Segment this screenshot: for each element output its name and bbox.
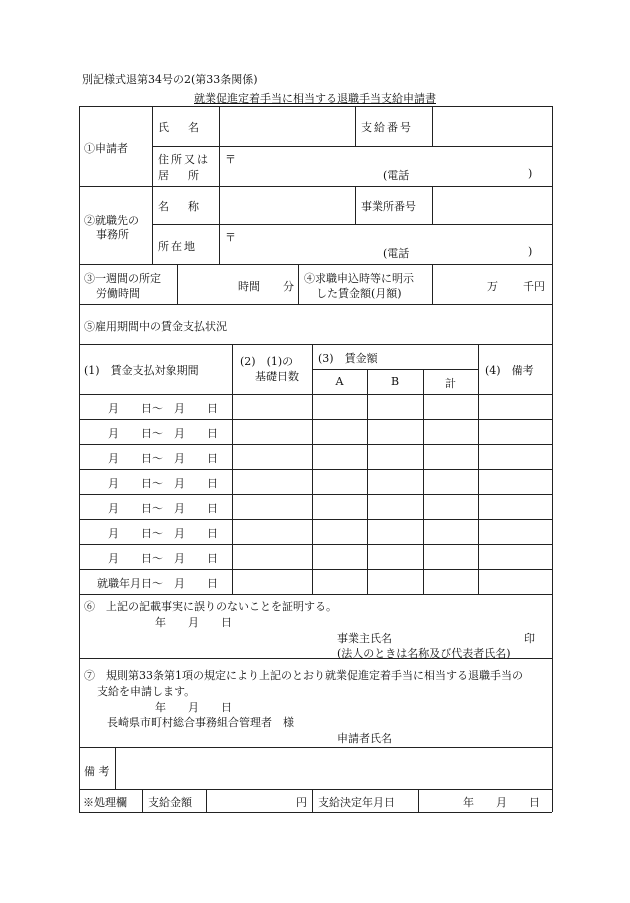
wage-row-period: 就職年月日～ 月 日 [97, 577, 218, 590]
employer-name-label: 事業主氏名 [337, 632, 392, 645]
applicant-name-label: 氏 名 [158, 121, 203, 134]
col-period-header: (1) 賃金支払対象期間 [84, 364, 199, 377]
payment-number-label: 支給番号 [361, 121, 413, 134]
hour-unit: 時間 [238, 280, 260, 293]
amount-label: 支給金額 [148, 796, 192, 809]
wage-row-period: 月 日～ 月 日 [108, 427, 218, 440]
application-text-line1: ⑦ 規則第33条第1項の規定により上記のとおり就業促進定着手当に相当する退職手当の [84, 669, 523, 682]
applicant-name-field[interactable] [220, 107, 354, 145]
stated-wage-label-line2: した賃金額(月額) [316, 287, 402, 300]
corporation-note: (法人のときは名称及び代表者氏名) [337, 647, 511, 660]
payment-number-field[interactable] [433, 107, 551, 145]
form-title [0, 90, 630, 106]
workplace-section-label-line2: 事務所 [96, 228, 129, 241]
col-amount-header: (3) 賃金額 [318, 352, 378, 365]
stated-wage-label-line1: ④求職申込時等に明示 [304, 272, 414, 285]
weekly-hours-label-line1: ③一週間の所定 [84, 272, 161, 285]
col-b-header: B [390, 375, 400, 388]
workplace-section-label-line1: ②就職先の [84, 214, 139, 227]
col-days-header-line2: 基礎日数 [255, 370, 299, 383]
certification-text: ⑥ 上記の記載事実に誤りのないことを証明する。 [84, 600, 337, 613]
col-total-header: 計 [445, 377, 456, 390]
workplace-tel-close: ) [528, 245, 533, 258]
applicant-postal-mark: 〒 [225, 153, 236, 166]
wage-row-period: 月 日～ 月 日 [108, 502, 218, 515]
workplace-postal-mark: 〒 [225, 231, 236, 244]
wage-row-period: 月 日～ 月 日 [108, 552, 218, 565]
processing-label: ※処理欄 [83, 796, 127, 809]
workplace-name-label: 名 称 [158, 200, 203, 213]
col-days-header-line1: (2) (1)の [240, 355, 294, 368]
remarks-field[interactable] [116, 748, 551, 788]
workplace-tel-label: (電話 [383, 247, 410, 260]
workplace-location-label: 所在地 [158, 240, 197, 253]
workplace-name-field[interactable] [220, 187, 354, 223]
applicant-tel-label: (電話 [383, 169, 410, 182]
yen-unit: 円 [296, 796, 307, 809]
application-text-line2: 支給を申請します。 [97, 685, 196, 698]
wage-row-period: 月 日～ 月 日 [108, 527, 218, 540]
wage-row-period: 月 日～ 月 日 [108, 452, 218, 465]
man-unit: 万 [487, 280, 498, 293]
addressee: 長崎県市町村総合事務組合管理者 様 [107, 716, 294, 729]
wage-row-period: 月 日～ 月 日 [108, 477, 218, 490]
applicant-tel-close: ) [528, 167, 533, 180]
applicant-signature-label: 申請者氏名 [337, 732, 392, 745]
thousand-yen-unit: 千円 [523, 280, 545, 293]
office-number-field[interactable] [433, 187, 551, 223]
application-date: 年 月 日 [155, 701, 232, 714]
form-title-text: 就業促進定着手当に相当する退職手当支給申請書 [194, 92, 436, 105]
decision-date: 年 月 日 [463, 796, 540, 809]
minute-unit: 分 [283, 280, 294, 293]
col-a-header: A [335, 375, 344, 388]
seal-mark: 印 [524, 632, 535, 645]
decision-date-label: 支給決定年月日 [318, 796, 395, 809]
remarks-label: 備 考 [84, 765, 110, 778]
form-number: 別記様式退第34号の2(第33条関係) [82, 73, 258, 86]
applicant-section-label: ①申請者 [84, 142, 128, 155]
weekly-hours-label-line2: 労働時間 [96, 287, 140, 300]
address-label-line1: 住所又は [158, 153, 210, 166]
wage-status-section-label: ⑤雇用期間中の賃金支払状況 [84, 320, 227, 333]
office-number-label: 事業所番号 [361, 200, 416, 213]
certification-date: 年 月 日 [155, 616, 232, 629]
col-remarks-header: (4) 備考 [485, 364, 534, 377]
address-label-line2: 居 所 [158, 169, 203, 182]
wage-row-period: 月 日～ 月 日 [108, 402, 218, 415]
